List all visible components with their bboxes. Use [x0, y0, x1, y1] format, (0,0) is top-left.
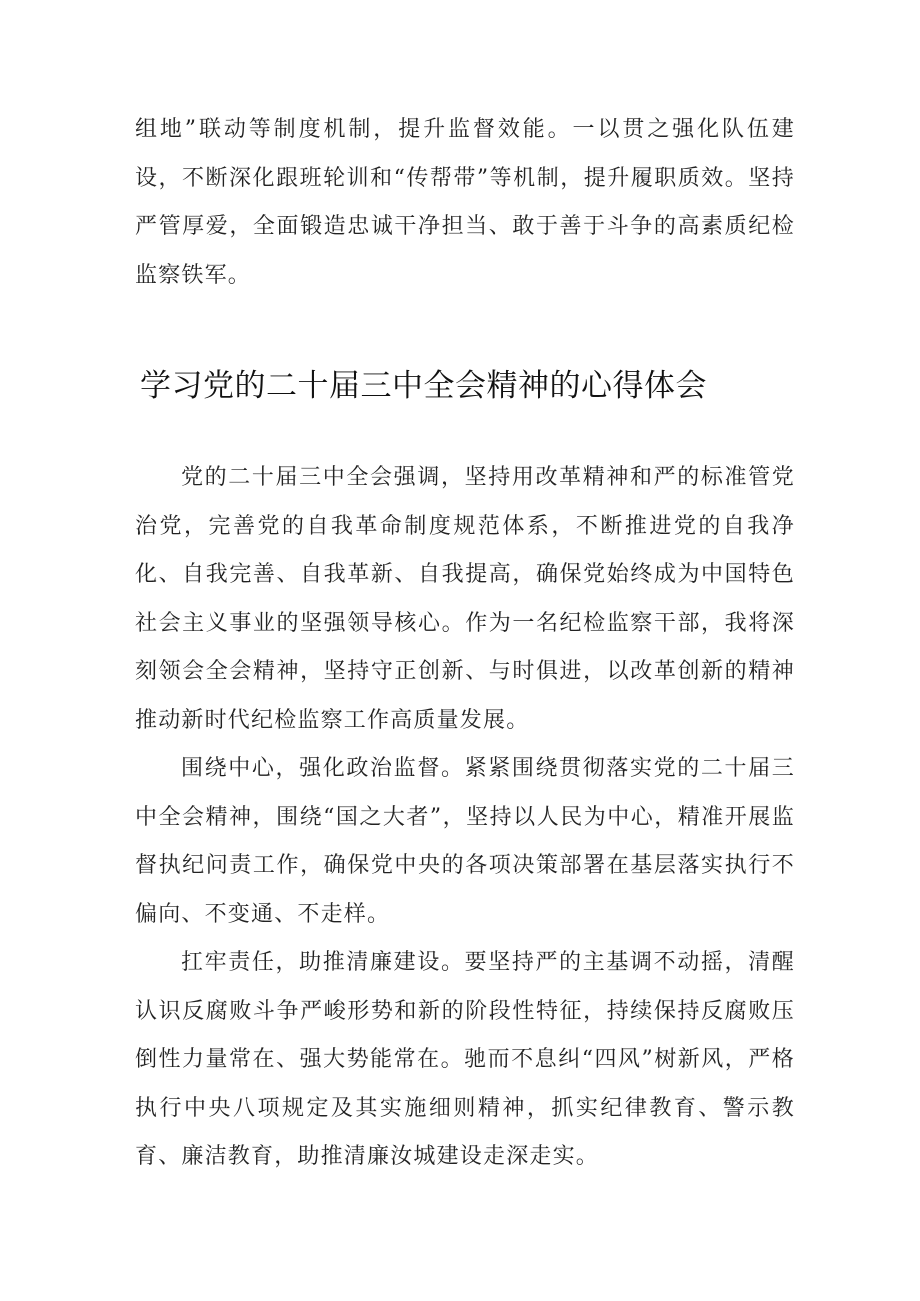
body-paragraph-clean-governance: 扛牢责任，助推清廉建设。要坚持严的主基调不动摇，清醒认识反腐败斗争严峻形势和新的阶段性特征，持续保持反腐败压倒性力量常在、强大势能常在。驰而不息纠“四风”树新风，严格执行中央八项规定及其实施细则精神，抓实纪律教育、警示教育、廉洁教育，助推清廉汝城建设走深走实。: [135, 950, 795, 1169]
document-title: 学习党的二十届三中全会精神的心得体会: [140, 368, 707, 404]
body-paragraph-political-supervision: 围绕中心，强化政治监督。紧紧围绕贯彻落实党的二十届三中全会精神，围绕“国之大者”，坚持以人民为中心，精准开展监督执纪问责工作，确保党中央的各项决策部署在基层落实执行不偏向、不变通、不走样。: [135, 756, 795, 927]
continuation-paragraph: 组地”联动等制度机制，提升监督效能。一以贯之强化队伍建设，不断深化跟班轮训和“传帮带”等机制，提升履职质效。坚持严管厚爱，全面锻造忠诚干净担当、敢于善于斗争的高素质纪检监察铁军。: [135, 117, 795, 288]
body-paragraph-intro: 党的二十届三中全会强调，坚持用改革精神和严的标准管党治党，完善党的自我革命制度规范体系，不断推进党的自我净化、自我完善、自我革新、自我提高，确保党始终成为中国特色社会主义事业的坚强领导核心。作为一名纪检监察干部，我将深刻领会全会精神，坚持守正创新、与时俱进，以改革创新的精神推动新时代纪检监察工作高质量发展。: [135, 465, 795, 733]
